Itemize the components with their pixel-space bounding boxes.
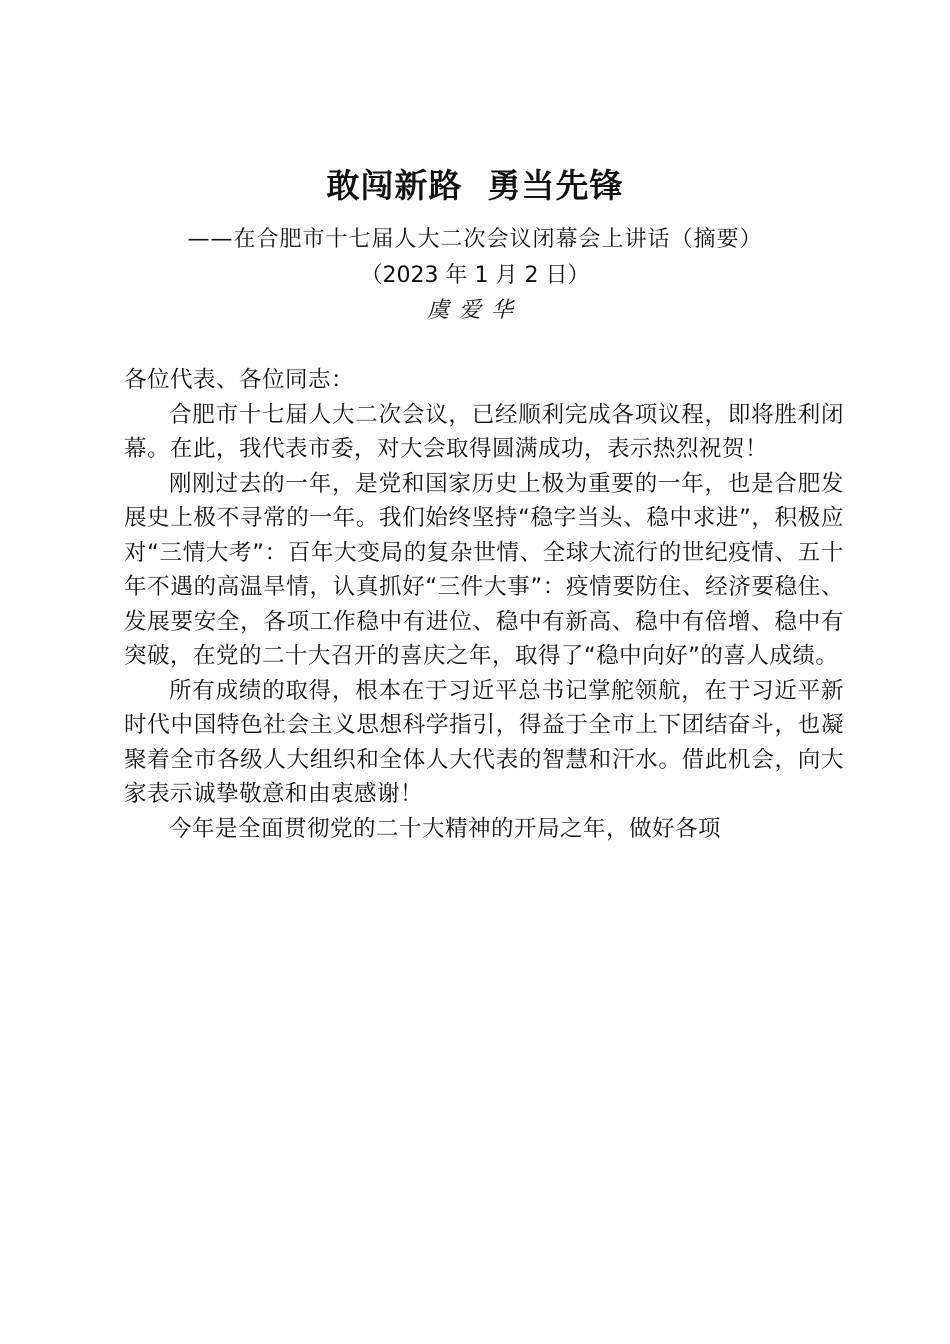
document-author: 虞爱华 — [426, 298, 523, 323]
paragraph: 刚刚过去的一年，是党和国家历史上极为重要的一年，也是合肥发展史上极不寻常的一年。我们始终坚持“稳字当头、稳中求进”，积极应对“三情大考”：百年大变局的复杂世情、全球大流行的世纪疫情、五十年不遇的高温旱情，认真抓好“三件大事”：疫情要防住、经济要稳住、发展要安全，各项工作稳中有进位、稳中有新高、稳中有倍增、稳中有突破，在党的二十大召开的喜庆之年，取得了“稳中向好”的喜人成绩。 — [124, 470, 844, 669]
salutation: 各位代表、各位同志： — [124, 367, 355, 393]
paragraph: 合肥市十七届人大二次会议，已经顺利完成各项议程，即将胜利闭幕。在此，我代表市委，对大会取得圆满成功，表示热烈祝贺！ — [124, 401, 844, 462]
paragraph: 所有成绩的取得，根本在于习近平总书记掌舵领航，在于习近平新时代中国特色社会主义思想科学指引，得益于全市上下团结奋斗，也凝聚着全市各级人大组织和全体人大代表的智慧和汗水。借此机会，向大家表示诚挚敬意和由衷感谢！ — [124, 677, 844, 807]
document-subtitle: ——在合肥市十七届人大二次会议闭幕会上讲话（摘要） — [187, 227, 763, 252]
document-body — [124, 363, 844, 846]
document-title: 敢闯新路 勇当先锋 — [326, 166, 624, 205]
paragraph: 今年是全面贯彻党的二十大精神的开局之年，做好各项 — [169, 815, 722, 842]
document-date: （2023 年 1 月 2 日） — [360, 263, 590, 288]
